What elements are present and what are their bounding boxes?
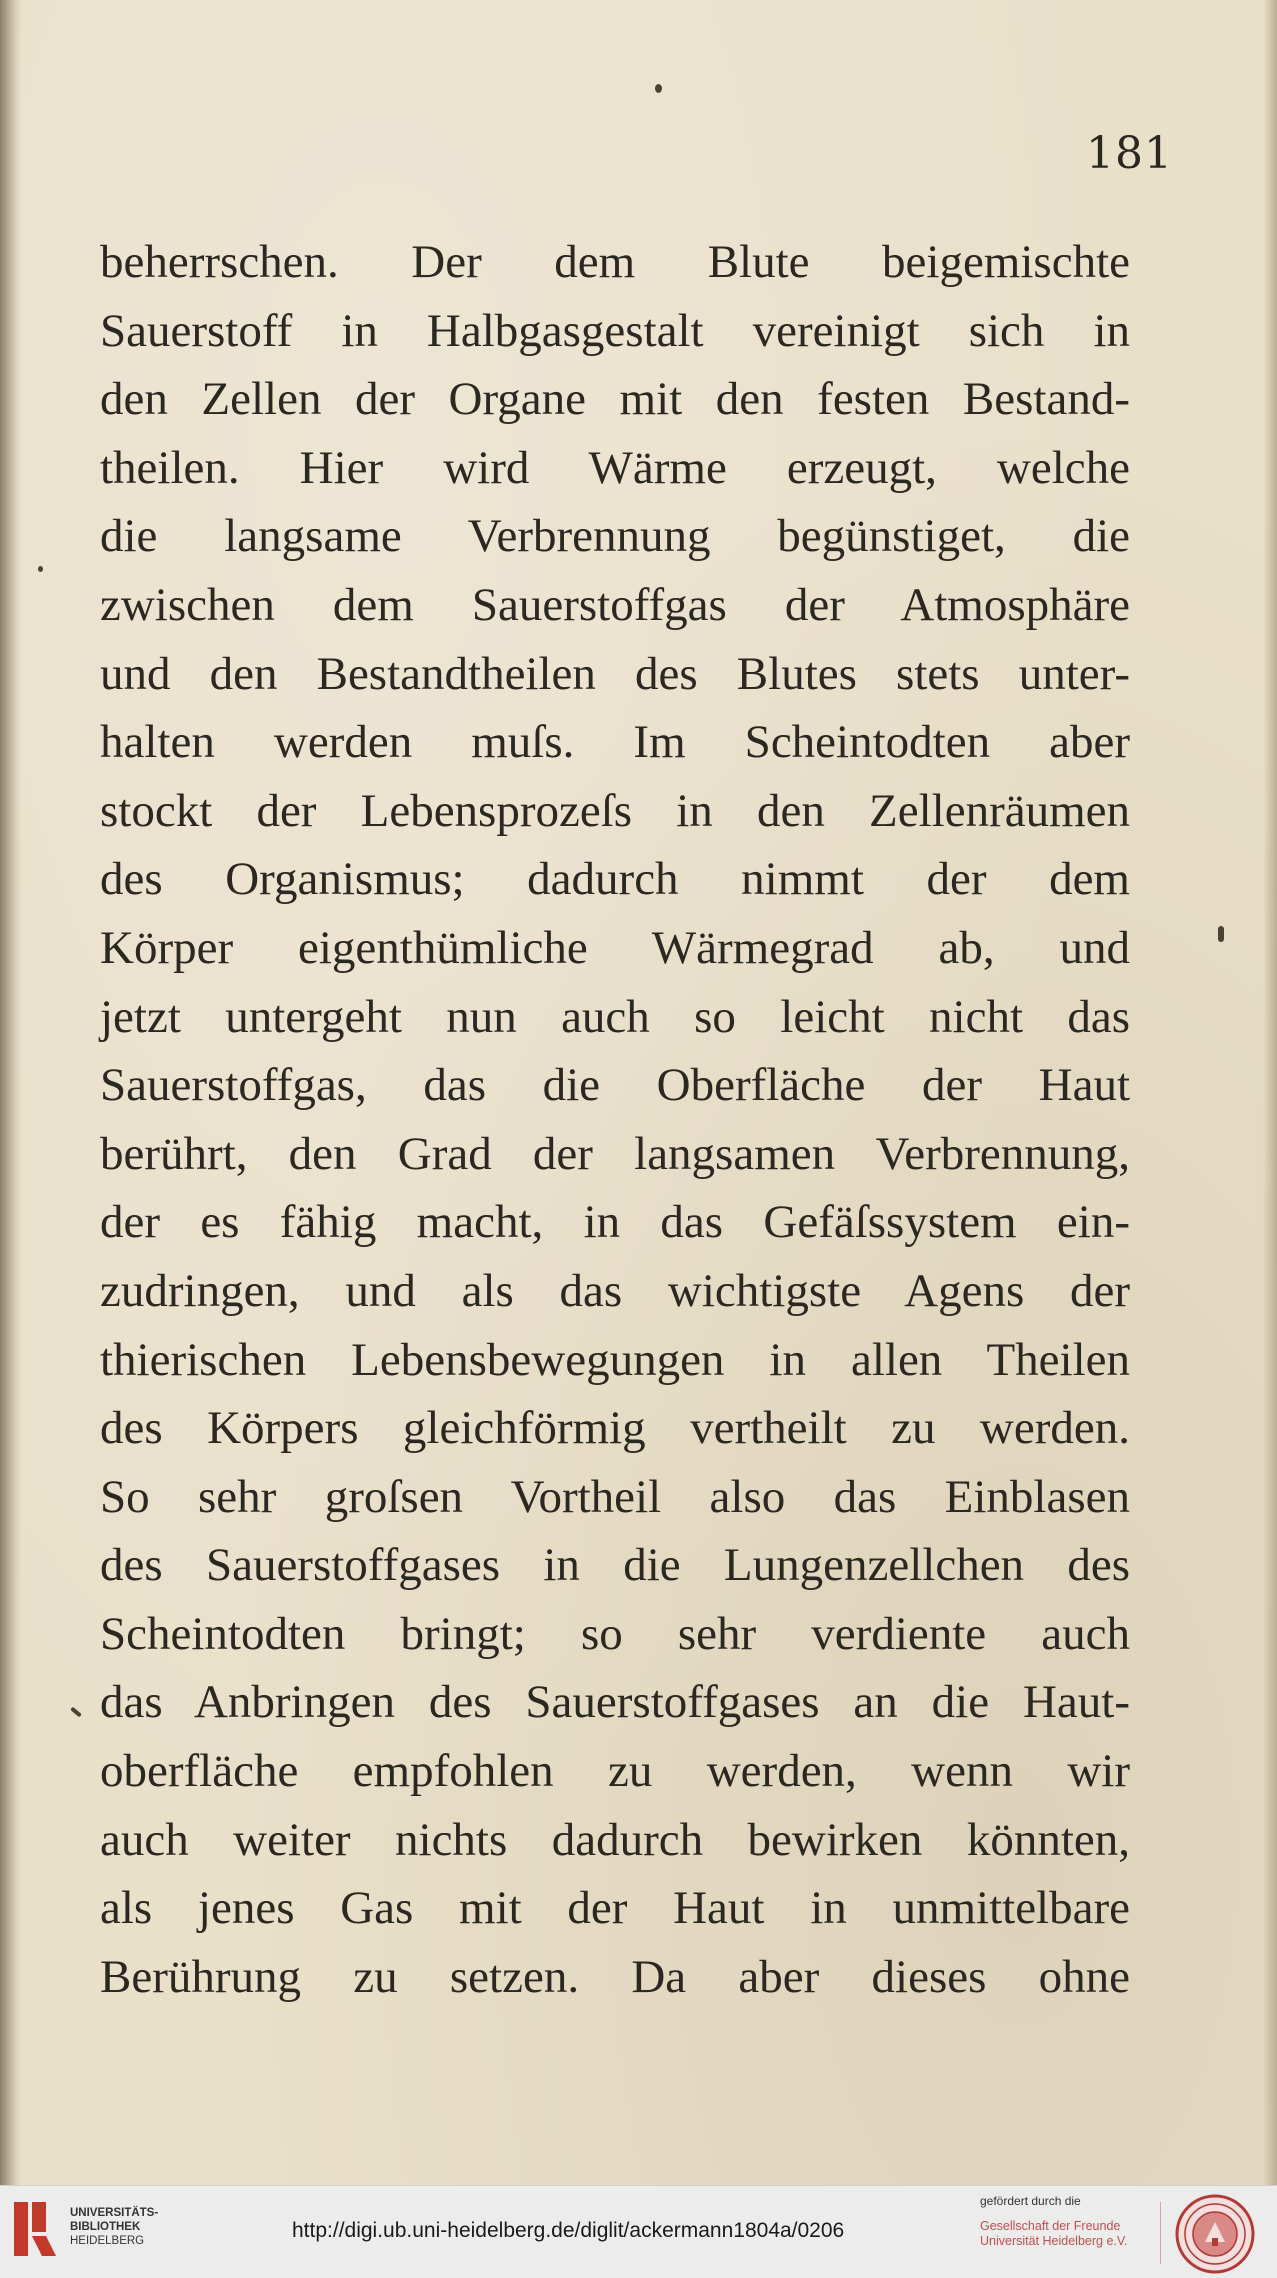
gutter-shadow — [0, 0, 22, 2185]
sponsor-org-line2: Universität Heidelberg e.V. — [980, 2234, 1128, 2248]
ub-heidelberg-logo-icon[interactable] — [12, 2200, 58, 2258]
text-line: halten werden muſs. Im Scheintodten aber — [100, 716, 1130, 769]
text-line: des Organismus; dadurch nimmt der dem — [100, 853, 1130, 906]
text-line: berührt, den Grad der langsamen Verbrennung, — [100, 1127, 1130, 1180]
text-line: auch weiter nichts dadurch bewirken könnten, — [100, 1813, 1130, 1866]
sponsor-by-label: gefördert durch die — [980, 2194, 1081, 2208]
text-line: und den Bestandtheilen des Blutes stets unter- — [100, 647, 1130, 700]
library-name[interactable] — [70, 2206, 158, 2248]
text-line: die langsame Verbrennung begünstiget, die — [100, 510, 1130, 563]
text-line: der es fähig macht, in das Gefäſssystem ein- — [100, 1196, 1130, 1249]
text-line: als jenes Gas mit der Haut in unmittelbare — [100, 1882, 1130, 1935]
page-number: 181 — [1086, 128, 1173, 179]
sponsor-block[interactable] — [980, 2194, 1160, 2249]
text-line: den Zellen der Organe mit den festen Bestand- — [100, 373, 1130, 426]
document-url-link[interactable]: http://digi.ub.uni-heidelberg.de/diglit/ackermann1804a/0206 — [292, 2219, 845, 2242]
text-line: zudringen, und als das wichtigste Agens der — [100, 1264, 1130, 1317]
text-line: des Körpers gleichförmig vertheilt zu werden. — [100, 1402, 1130, 1455]
library-name-line1: UNIVERSITÄTS- — [70, 2207, 159, 2219]
text-line: oberfläche empfohlen zu werden, wenn wir — [100, 1745, 1130, 1798]
sponsor-org-name — [980, 2219, 1160, 2249]
paper-speck — [70, 1707, 82, 1718]
paper-speck — [1218, 926, 1224, 942]
paper-speck — [655, 84, 662, 93]
text-line: jetzt untergeht nun auch so leicht nicht das — [100, 990, 1130, 1043]
library-name-line2: BIBLIOTHEK — [70, 2221, 141, 2233]
text-line: das Anbringen des Sauerstoffgases an die Haut- — [100, 1676, 1130, 1729]
text-line: stockt der Lebensprozeſs in den Zellenräumen — [100, 784, 1130, 837]
text-line: Sauerstoffgas, das die Oberfläche der Haut — [100, 1059, 1130, 1112]
library-name-line3: HEIDELBERG — [70, 2235, 145, 2247]
text-line: Körper eigenthümliche Wärmegrad ab, und — [100, 921, 1130, 974]
text-line: theilen. Hier wird Wärme erzeugt, welche — [100, 441, 1130, 494]
text-line: des Sauerstoffgases in die Lungenzellchen des — [100, 1539, 1130, 1592]
text-line: Sauerstoff in Halbgasgestalt vereinigt sich in — [100, 304, 1130, 357]
text-line: So sehr groſsen Vortheil also das Einblasen — [100, 1470, 1130, 1523]
university-seal-icon[interactable] — [1175, 2194, 1255, 2274]
sponsor-divider — [1160, 2202, 1161, 2264]
page-edge — [1263, 0, 1277, 2185]
text-line: zwischen dem Sauerstoffgas der Atmosphäre — [100, 578, 1130, 631]
sponsor-org-line1: Gesellschaft der Freunde — [980, 2219, 1121, 2233]
body-text — [100, 228, 1130, 2011]
paper-speck — [38, 566, 43, 572]
text-line: Scheintodten bringt; so sehr verdiente auch — [100, 1607, 1130, 1660]
text-line: Berührung zu setzen. Da aber dieses ohne — [100, 1950, 1130, 2003]
text-line: beherrschen. Der dem Blute beigemischte — [100, 236, 1130, 288]
footer-bar — [0, 2185, 1277, 2278]
text-line: thierischen Lebensbewegungen in allen Theilen — [100, 1333, 1130, 1386]
